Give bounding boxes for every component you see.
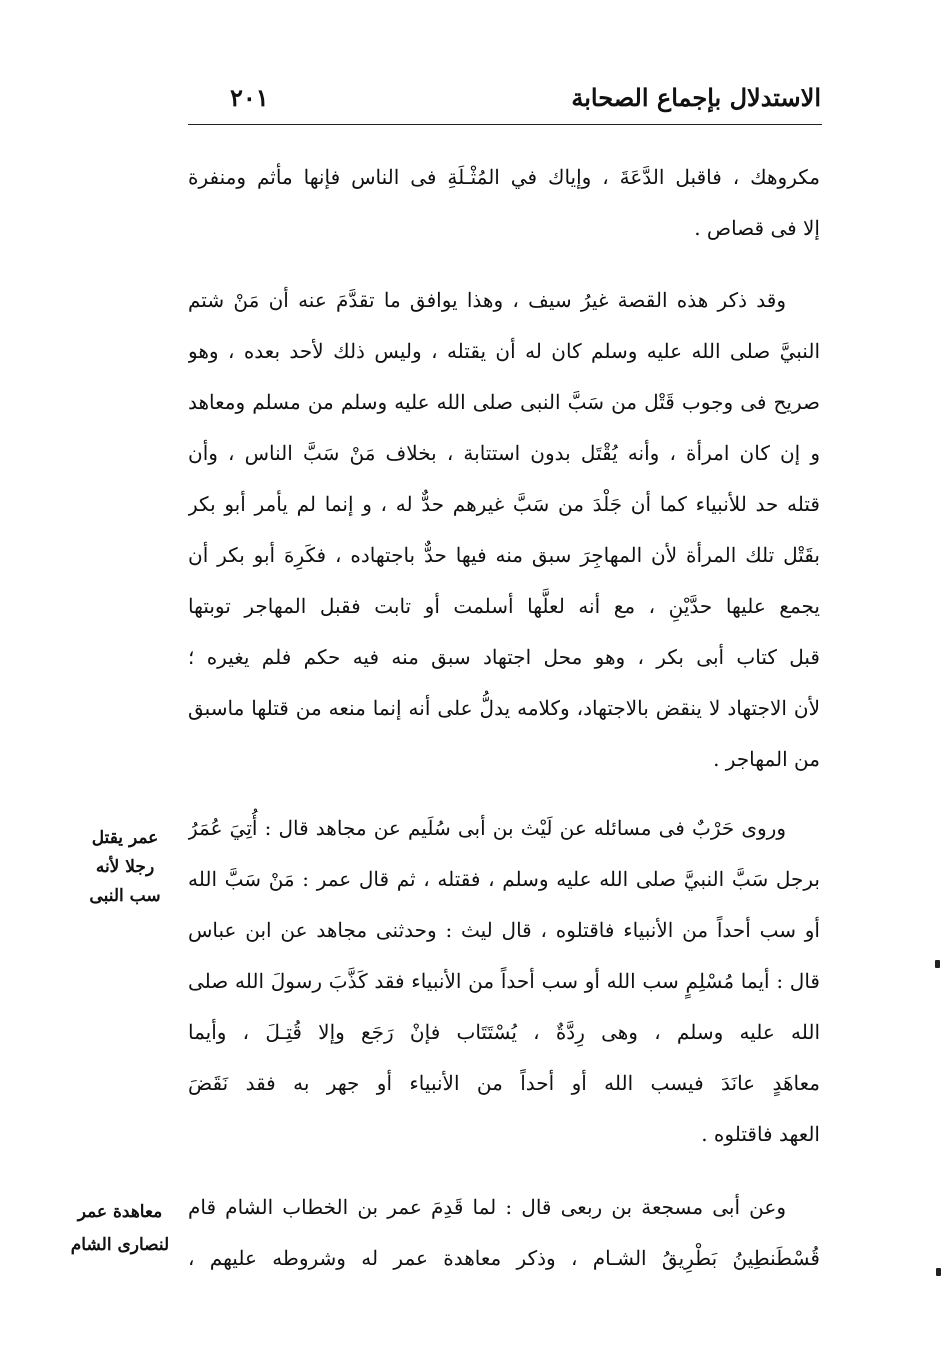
page-number: ٢٠١ [230, 83, 269, 112]
text-line: معاهَدٍ عانَدَ فيسب الله أو أحداً من الأنبياء أو جهر به فقد نَقَضَ [188, 1071, 820, 1095]
text-line: قبل كتاب أبى بكر ، وهو محل اجتهاد سبق منه فيه حكم فلم يغيره ؛ [188, 645, 820, 669]
text-line: صريح فى وجوب قَتْل من سَبَّ النبى صلى الله عليه وسلم من مسلم ومعاهد [188, 390, 820, 414]
margin-note-line: سب النبى [89, 886, 161, 906]
text-line: العهد فاقتلوه . [701, 1122, 820, 1146]
header-title: الاستدلال بإجماع الصحابة [571, 83, 821, 112]
paragraph-4 [188, 1182, 820, 1284]
text-line: قُسْطَنطِينُ بَطْرِيقُ الشـام ، وذكر معاهدة عمر له وشروطه عليهم ، [188, 1246, 820, 1270]
text-line: مكروهك ، فاقبل الدَّعَةَ ، وإياك في المُثْـلَةِ فى الناس فإنها مأثم ومنفرة [188, 165, 820, 189]
text-line: النبيَّ صلى الله عليه وسلم كان له أن يقتله ، وليس ذلك لأحد بعده ، وهو [188, 339, 820, 363]
text-line: برجل سَبَّ النبيَّ صلى الله عليه وسلم ، فقتله ، ثم قال عمر : مَنْ سَبَّ الله [188, 867, 820, 891]
margin-note-line: معاهدة عمر [77, 1202, 163, 1222]
margin-note-line: عمر يقتل [91, 828, 159, 848]
text-line: قال : أيما مُسْلِمٍ سب الله أو سب أحداً من الأنبياء فقد كَذَّبَ رسولَ الله صلى [188, 969, 820, 993]
margin-note-line: لنصارى الشام [70, 1235, 170, 1255]
margin-note-line: رجلا لأنه [95, 857, 155, 877]
margin-note-umar-treaty [60, 1196, 180, 1262]
text-line: بقَتْل تلك المرأة لأن المهاجِرَ سبق منه فيها حدٌّ باجتهاده ، فكَرِهَ أبو بكر أن [188, 543, 820, 567]
text-line: من المهاجر . [713, 747, 820, 771]
text-line: إلا فى قصاص . [694, 216, 820, 240]
running-header [185, 78, 821, 118]
text-line: وعن أبى مسجعة بن ربعى قال : لما قَدِمَ عمر بن الخطاب الشام قام [188, 1195, 786, 1219]
text-line: أو سب أحداً من الأنبياء فاقتلوه ، قال ليث : وحدثنى مجاهد عن ابن عباس [188, 918, 820, 942]
text-line: وروى حَرْبٌ فى مسائله عن لَيْث بن أبى سُلَيم عن مجاهد قال : أُتِيَ عُمَرُ [188, 816, 786, 840]
text-line: لأن الاجتهاد لا ينقض بالاجتهاد، وكلامه يدلُّ على أنه إنما منعه من قتلها ماسبق [188, 696, 820, 720]
text-line: الله عليه وسلم ، وهى رِدَّةٌ ، يُسْتَتَاب فإنْ رَجَع وإلا قُتِـلَ ، وأيما [188, 1020, 820, 1044]
paragraph-2 [188, 275, 820, 785]
text-line: يجمع عليها حدَّيْنِ ، مع أنه لعلَّها أسلمت أو تابت فقبل المهاجر توبتها [188, 594, 820, 618]
text-line: و إن كان امرأة ، وأنه يُقْتَل بدون استتابة ، بخلاف مَنْ سَبَّ الناس ، وأن [188, 441, 820, 465]
header-rule [188, 124, 822, 125]
paragraph-1 [188, 152, 820, 254]
paragraph-3 [188, 803, 820, 1160]
scan-mark [936, 1268, 941, 1276]
text-line: وقد ذكر هذه القصة غيرُ سيف ، وهذا يوافق ما تقدَّمَ عنه أن مَنْ شتم [188, 288, 786, 312]
text-line: قتله حد للأنبياء كما أن جَلْدَ من سَبَّ غيرهم حدٌّ له ، و إنما لم يأمر أبو بكر [188, 492, 820, 516]
margin-note-umar-kills [70, 824, 180, 911]
scan-mark [935, 960, 940, 968]
